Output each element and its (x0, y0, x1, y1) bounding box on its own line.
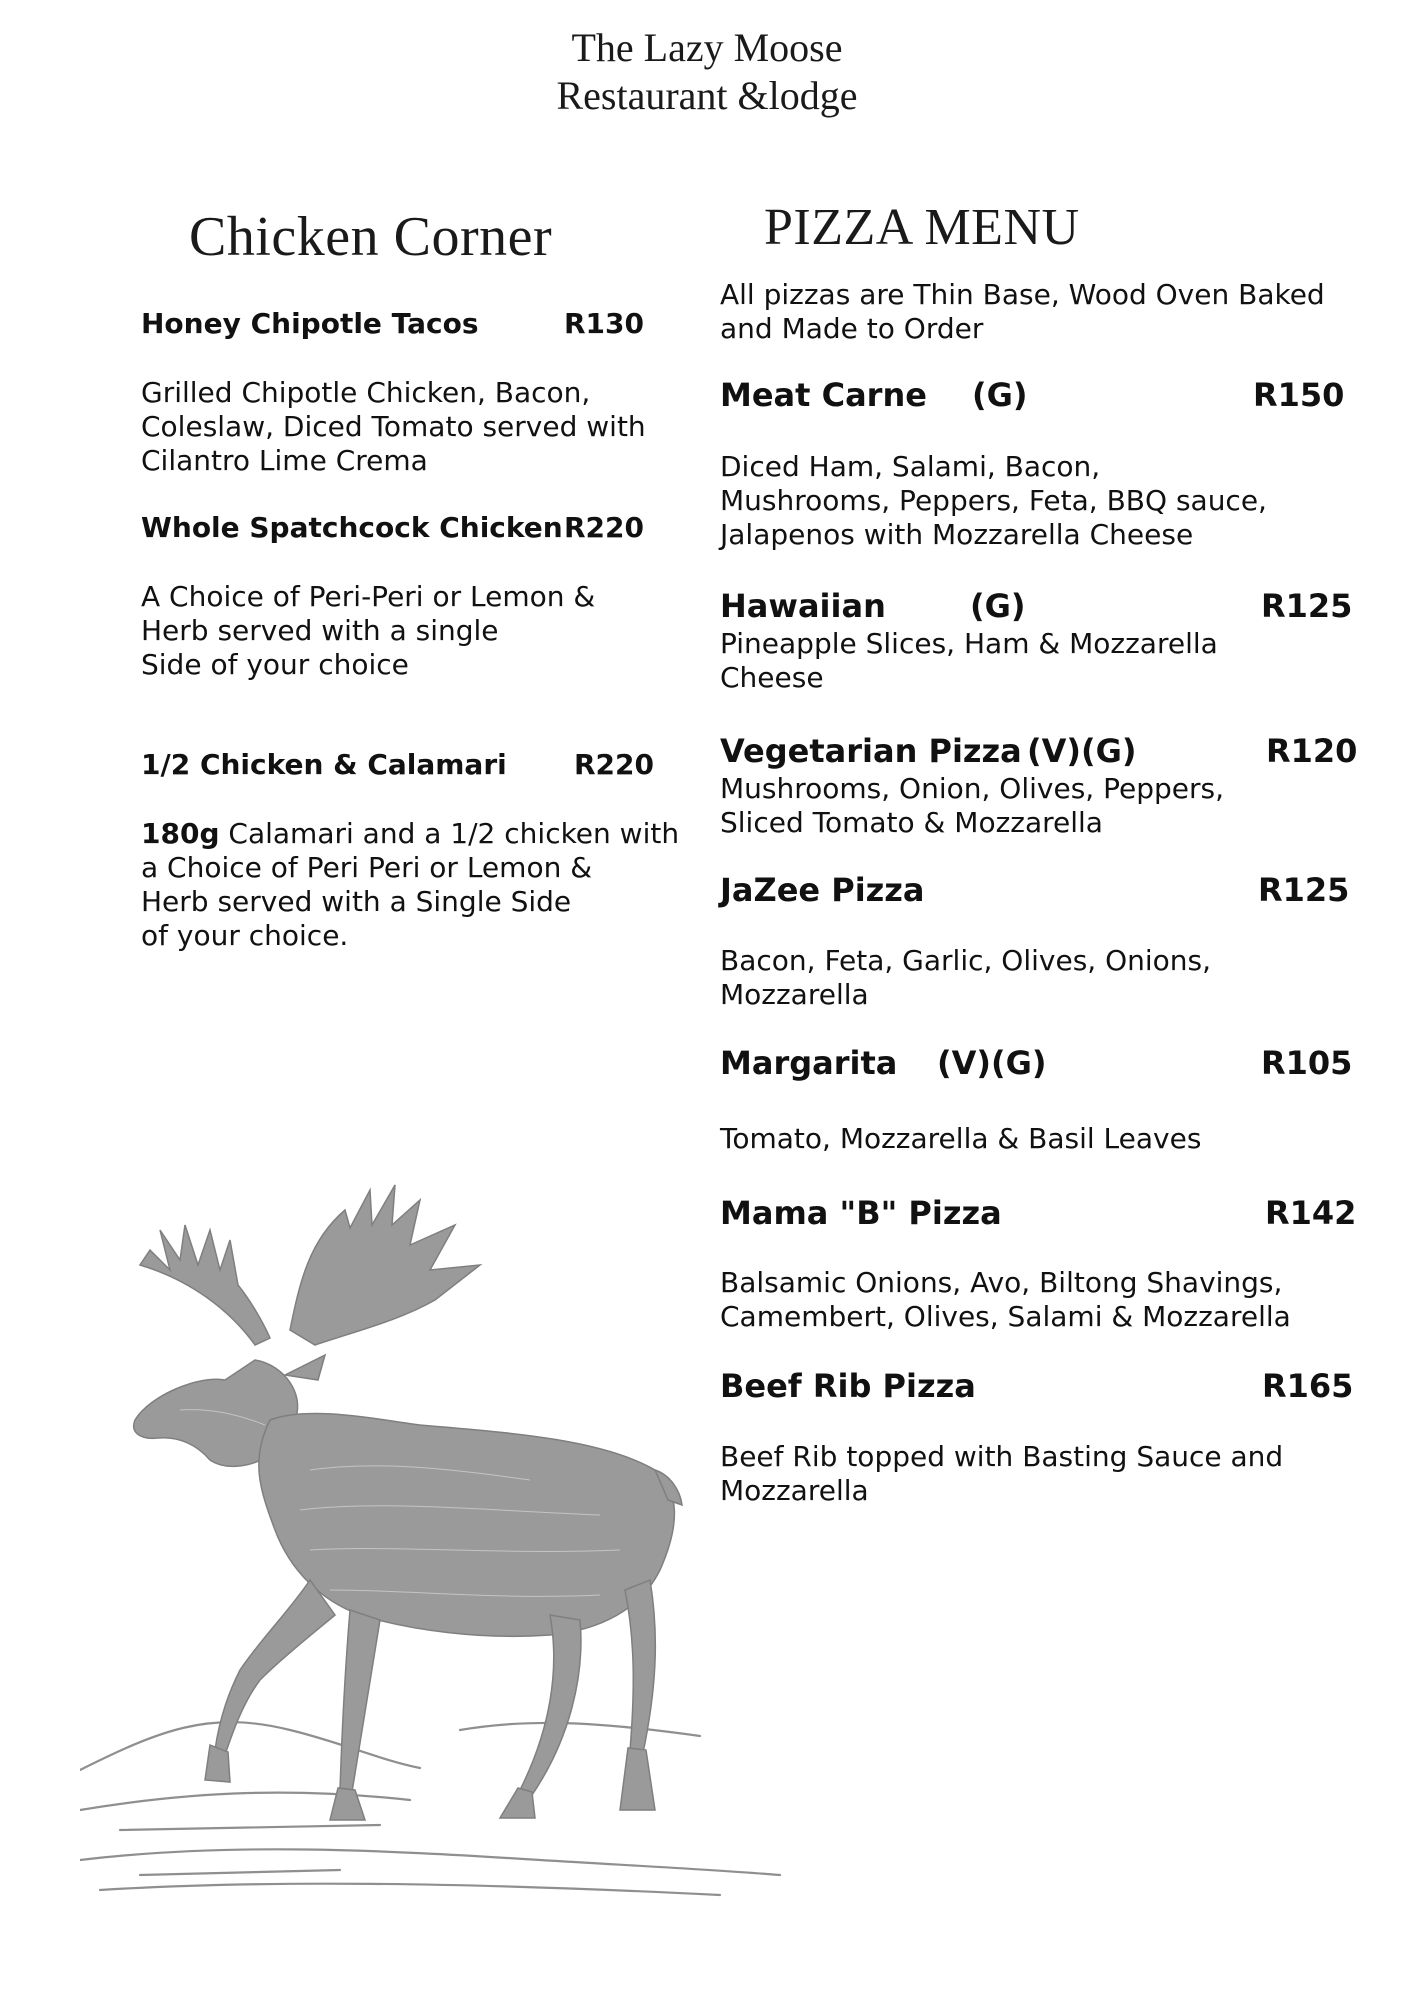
menu-item-price: R220 (564, 511, 645, 544)
menu-item-name: Whole Spatchcock Chicken (141, 511, 563, 544)
menu-item-description: Pineapple Slices, Ham & Mozzarella Cheese (720, 627, 1218, 694)
menu-item-name: Vegetarian Pizza (720, 732, 1022, 770)
chicken-section-title: Chicken Corner (189, 206, 553, 268)
dietary-tag: (V)(G) (1027, 732, 1137, 770)
dietary-tag: (G) (970, 587, 1026, 625)
restaurant-name: The Lazy Moose (571, 25, 843, 70)
menu-item-price: R105 (1261, 1044, 1353, 1082)
menu-item-name: Margarita (720, 1044, 898, 1082)
menu-item-description: Diced Ham, Salami, Bacon, Mushrooms, Peppers, Feta, BBQ sauce, Jalapenos with Mozzarella Cheese (720, 450, 1267, 551)
menu-item-name: Mama "B" Pizza (720, 1194, 1002, 1232)
menu-item-price: R120 (1266, 732, 1358, 770)
menu-item-price: R125 (1258, 871, 1350, 909)
menu-item-description: Grilled Chipotle Chicken, Bacon, Coleslaw, Diced Tomato served with Cilantro Lime Crema (141, 376, 646, 477)
dietary-tag: (G) (972, 376, 1028, 414)
menu-item-price: R130 (564, 307, 645, 340)
menu-item-name: Honey Chipotle Tacos (141, 307, 479, 340)
pizza-intro: All pizzas are Thin Base, Wood Oven Baked and Made to Order (720, 278, 1325, 345)
dietary-tag: (V)(G) (937, 1044, 1047, 1082)
menu-item-name: 1/2 Chicken & Calamari (141, 748, 507, 781)
menu-item-name: Beef Rib Pizza (720, 1367, 976, 1405)
restaurant-subtitle: Restaurant &lodge (556, 73, 858, 118)
menu-item-description: Tomato, Mozzarella & Basil Leaves (720, 1122, 1202, 1155)
menu-item-description: Balsamic Onions, Avo, Biltong Shavings, Camembert, Olives, Salami & Mozzarella (720, 1266, 1291, 1333)
menu-item-name: JaZee Pizza (720, 871, 925, 909)
menu-item-name: Meat Carne (720, 376, 927, 414)
moose-illustration-icon (80, 1170, 800, 1910)
menu-item-description: Mushrooms, Onion, Olives, Peppers, Sliced Tomato & Mozzarella (720, 772, 1224, 839)
menu-item-price: R125 (1261, 587, 1353, 625)
menu-item-price: R165 (1262, 1367, 1354, 1405)
menu-item-price: R220 (574, 748, 655, 781)
menu-item-description-rest: a Choice of Peri Peri or Lemon & Herb served with a Single Side of your choice. (141, 851, 593, 952)
menu-item-price: R142 (1265, 1194, 1357, 1232)
menu-item-description: Beef Rib topped with Basting Sauce and Mozzarella (720, 1440, 1284, 1507)
menu-item-description: Bacon, Feta, Garlic, Olives, Onions, Mozzarella (720, 944, 1212, 1011)
pizza-section-title: PIZZA MENU (764, 199, 1080, 256)
menu-item-description: A Choice of Peri-Peri or Lemon & Herb served with a single Side of your choice (141, 580, 596, 681)
menu-item-name: Hawaiian (720, 587, 886, 625)
calamari-weight: 180g (141, 817, 220, 850)
menu-item-price: R150 (1253, 376, 1345, 414)
description-first-line: Calamari and a 1/2 chicken with (219, 817, 680, 850)
menu-item-description (141, 817, 679, 851)
